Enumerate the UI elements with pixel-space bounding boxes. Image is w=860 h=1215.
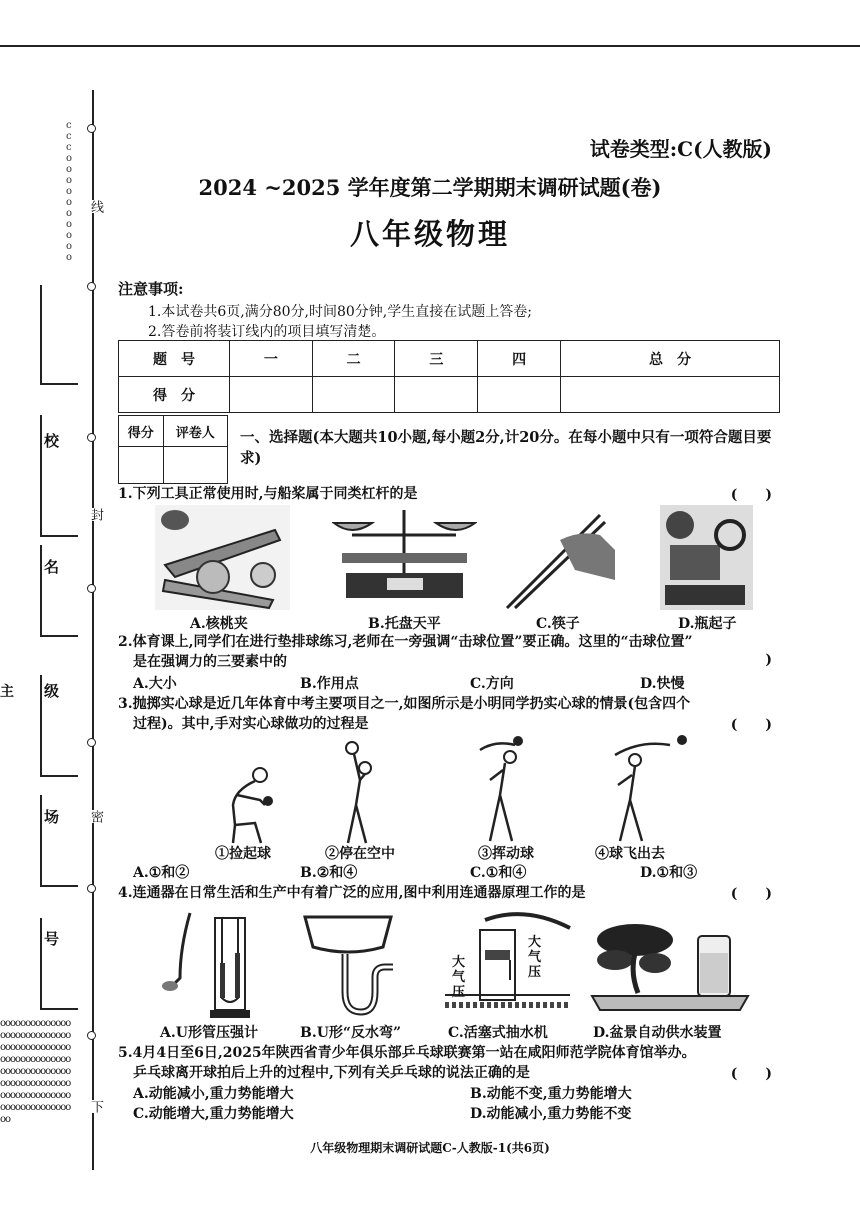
question-2-text-cont: 是在强调力的三要素中的 bbox=[133, 654, 287, 670]
exam-title: 2024 ~2025 学年度第二学期期末调研试题(卷) bbox=[198, 175, 662, 200]
air-pressure-label-right: 大气压 bbox=[528, 935, 542, 980]
q3-option: C.①和④ bbox=[470, 865, 527, 881]
q3-caption: ④球飞出去 bbox=[595, 846, 665, 862]
q4-caption: D.盆景自动供水装置 bbox=[593, 1025, 722, 1041]
q3-caption: ②停在空中 bbox=[325, 846, 395, 862]
note-item: 1.本试卷共6页,满分80分,时间80分钟,学生直接在试题上答卷; bbox=[148, 304, 532, 320]
air-pressure-label-left: 大气压 bbox=[452, 955, 466, 1000]
u-tube-manometer-image bbox=[160, 908, 255, 1020]
binding-word-down: 下 bbox=[88, 1100, 103, 1113]
q5-option: A.动能减小,重力势能增大 bbox=[133, 1086, 294, 1102]
binding-dots-column: c c c o o o o o o o o o o bbox=[66, 120, 73, 263]
stick-figure-throw bbox=[610, 730, 690, 843]
dot-pattern-block: oooooooooooooooooooooooooooooooooooooooooooooooooooooooooooooooooooooooooooooooooooooooooooooooooooooooooooooooooo bbox=[0, 1018, 71, 1125]
binding-circle bbox=[87, 282, 96, 291]
q4-caption: A.U形管压强计 bbox=[160, 1025, 258, 1041]
q2-option: D.快慢 bbox=[640, 676, 685, 692]
name-field-label: 名 bbox=[44, 558, 60, 576]
answer-paren[interactable]: ) bbox=[765, 652, 772, 668]
q1-caption: B.托盘天平 bbox=[368, 616, 441, 632]
field-box[interactable] bbox=[40, 285, 78, 385]
nutcracker-image bbox=[155, 505, 290, 610]
score-table-score-row bbox=[119, 377, 780, 413]
score-cell[interactable] bbox=[312, 377, 395, 413]
q3-option: B.②和④ bbox=[300, 865, 358, 881]
score-header-cell: 题 号 bbox=[119, 341, 230, 377]
question-3-text-cont: 过程)。其中,手对实心球做功的过程是 bbox=[133, 716, 369, 732]
sink-trap-image bbox=[303, 912, 393, 1020]
stick-figure-ball-held bbox=[340, 740, 380, 845]
grader-box bbox=[118, 415, 228, 484]
answer-paren[interactable]: ( ) bbox=[730, 487, 772, 503]
answer-paren[interactable]: ( ) bbox=[730, 1066, 772, 1082]
question-5-text-cont: 乒乓球离开球拍后上升的过程中,下列有关乒乓球的说法正确的是 bbox=[133, 1065, 530, 1081]
note-item: 2.答卷前将装订线内的项目填写清楚。 bbox=[148, 324, 386, 340]
school-field-label: 校 bbox=[44, 432, 60, 450]
binding-circle bbox=[87, 738, 96, 747]
q1-caption: D.瓶起子 bbox=[678, 616, 737, 632]
score-header-cell: 一 bbox=[230, 341, 313, 377]
grader-score-label: 得分 bbox=[119, 416, 164, 447]
answer-paren[interactable]: ( ) bbox=[730, 717, 772, 733]
exam-type: 试卷类型:C(人教版) bbox=[589, 137, 772, 161]
q4-caption: B.U形“反水弯” bbox=[300, 1025, 402, 1041]
binding-circle bbox=[87, 884, 96, 893]
q1-caption: C.筷子 bbox=[536, 616, 580, 632]
question-2-text: 2.体育课上,同学们在进行垫排球练习,老师在一旁强调“击球位置”要正确。这里的“击球位置” bbox=[118, 634, 693, 650]
q3-caption: ③挥动球 bbox=[478, 846, 534, 862]
edge-fragment: 主 bbox=[0, 684, 14, 700]
binding-circle bbox=[87, 1031, 96, 1040]
room-field-label: 场 bbox=[44, 808, 60, 826]
bottle-opener-image bbox=[660, 505, 753, 610]
question-3-text: 3.抛掷实心球是近几年体育中考主要项目之一,如图所示是小明同学扔实心球的情景(包含四个 bbox=[118, 696, 691, 712]
question-5-text: 5.4月4日至6日,2025年陕西省青少年俱乐部乒乓球联赛第一站在咸阳师范学院体育馆举办。 bbox=[118, 1045, 696, 1061]
score-row-label: 得 分 bbox=[119, 377, 230, 413]
score-header-cell: 二 bbox=[312, 341, 395, 377]
question-4-text: 4.连通器在日常生活和生产中有着广泛的应用,图中利用连通器原理工作的是 bbox=[118, 885, 586, 901]
page-footer: 八年级物理期末调研试题C-人教版-1(共6页) bbox=[310, 1141, 550, 1155]
binding-word-line: 线 bbox=[88, 200, 103, 213]
q5-option: C.动能增大,重力势能增大 bbox=[133, 1106, 294, 1122]
q3-option: A.①和② bbox=[133, 865, 190, 881]
q5-option: D.动能减小,重力势能不变 bbox=[470, 1106, 632, 1122]
q3-caption: ①捡起球 bbox=[215, 846, 271, 862]
balance-scale-image bbox=[332, 505, 477, 610]
score-header-cell: 总 分 bbox=[560, 341, 779, 377]
binding-circle bbox=[87, 124, 96, 133]
score-cell[interactable] bbox=[395, 377, 478, 413]
q2-option: C.方向 bbox=[470, 676, 514, 692]
subject-title: 八年级物理 bbox=[349, 217, 510, 251]
number-field-label: 号 bbox=[44, 930, 60, 948]
stick-figure-pick-up bbox=[225, 765, 280, 845]
score-table bbox=[118, 340, 780, 413]
grader-score-cell[interactable] bbox=[119, 447, 164, 484]
chopsticks-image bbox=[505, 510, 617, 610]
notes-heading: 注意事项: bbox=[118, 280, 184, 298]
section-heading: 一、选择题(本大题共10小题,每小题2分,计20分。在每小题中只有一项符合题目要求) bbox=[240, 429, 772, 467]
binding-circle bbox=[87, 433, 96, 442]
binding-word-secret: 密 bbox=[88, 810, 103, 823]
score-table-header-row bbox=[119, 341, 780, 377]
bonsai-water-supply-image bbox=[590, 918, 750, 1018]
question-1-text: 1.下列工具正常使用时,与船桨属于同类杠杆的是 bbox=[118, 486, 418, 502]
grader-name-label: 评卷人 bbox=[163, 416, 227, 447]
q2-option: B.作用点 bbox=[300, 676, 359, 692]
binding-circle bbox=[87, 584, 96, 593]
q4-caption: C.活塞式抽水机 bbox=[448, 1025, 548, 1041]
score-cell[interactable] bbox=[560, 377, 779, 413]
binding-word-seal: 封 bbox=[88, 508, 103, 521]
grader-name-cell[interactable] bbox=[163, 447, 227, 484]
stick-figure-swing bbox=[470, 735, 530, 843]
score-header-cell: 四 bbox=[478, 341, 561, 377]
q5-option: B.动能不变,重力势能增大 bbox=[470, 1086, 632, 1102]
score-cell[interactable] bbox=[478, 377, 561, 413]
score-header-cell: 三 bbox=[395, 341, 478, 377]
score-cell[interactable] bbox=[230, 377, 313, 413]
q2-option: A.大小 bbox=[133, 676, 177, 692]
answer-paren[interactable]: ( ) bbox=[730, 886, 772, 902]
class-field-label: 级 bbox=[44, 682, 60, 700]
q3-option: D.①和③ bbox=[640, 865, 698, 881]
page-top-rule bbox=[0, 45, 860, 47]
q1-caption: A.核桃夹 bbox=[190, 616, 248, 632]
